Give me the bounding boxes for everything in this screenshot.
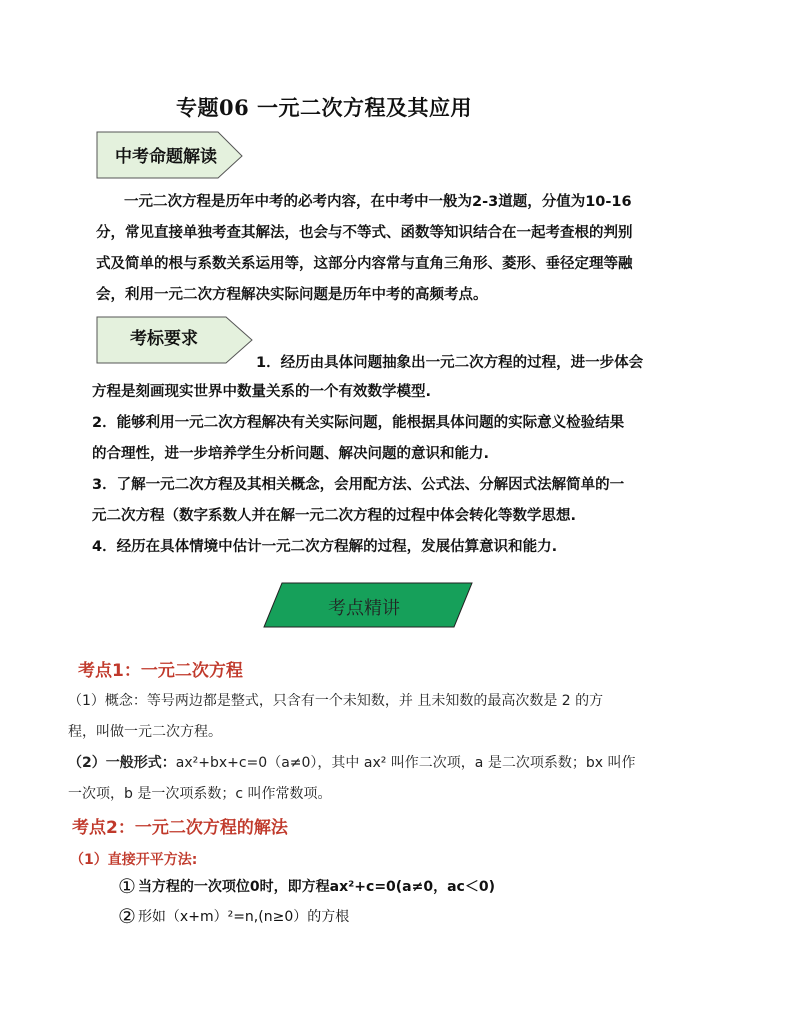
- point2-item-text: 形如（x+m）²=n,(n≥0）的方根: [137, 909, 350, 925]
- point2-item: [118, 874, 495, 898]
- point1-form-line: [68, 748, 688, 779]
- interpret-paragraph: [96, 187, 696, 311]
- point1-form-text: ax²+bx+c=0（a≠0），其中 ax² 叫作二次项，a 是二次项系数；bx 叫作: [175, 755, 636, 771]
- interpret-line: 分，常见直接单独考查其解法，也会与不等式、函数等知识结合在一起考查根的判别: [96, 225, 633, 241]
- requirement-line: 4．经历在具体情境中估计一元二次方程解的过程，发展估算意识和能力.: [92, 539, 558, 555]
- requirement-line: 元二次方程（数字系数人并在解一元二次方程的过程中体会转化等数学思想.: [92, 508, 577, 524]
- interpret-line: 会，利用一元二次方程解决实际问题是历年中考的高频考点。: [96, 287, 488, 303]
- point1-heading: 考点1：一元二次方程: [78, 661, 243, 681]
- point2-item-text: 当方程的一次项位0时，即方程ax²+c=0(a≠0，ac＜0): [137, 879, 495, 895]
- point1-form-line2: 一次项，b 是一次项系数；c 叫作常数项。: [68, 786, 332, 802]
- document-title: 专题06 一元二次方程及其应用: [176, 95, 473, 120]
- point1-form-prefix: （2）一般形式：: [68, 755, 176, 771]
- circled-two-marker: ②: [118, 904, 136, 928]
- requirement-line: 2．能够利用一元二次方程解决有关实际问题，能根据具体问题的实际意义检验结果: [92, 415, 625, 431]
- point1-concept-line: （1）概念：等号两边都是整式，只含有一个未知数，并 且未知数的最高次数是 2 的方: [68, 693, 604, 709]
- point2-item: [118, 904, 349, 928]
- circled-one-marker: ①: [118, 874, 136, 898]
- point2-subheading: （1）直接开平方法:: [70, 852, 198, 868]
- point2-heading: 考点2：一元二次方程的解法: [72, 818, 288, 838]
- interpret-line: 一元二次方程是历年中考的必考内容，在中考中一般为2-3道题，分值为10-16: [124, 194, 632, 210]
- requirement-line: 的合理性，进一步培养学生分析问题、解决问题的意识和能力.: [92, 446, 490, 462]
- point1-body: [68, 686, 688, 810]
- section-label-interpret: 中考命题解读: [115, 147, 217, 167]
- requirement-line: 方程是刻画现实世界中数量关系的一个有效数学模型.: [92, 384, 432, 400]
- interpret-line: 式及简单的根与系数关系运用等，这部分内容常与直角三角形、菱形、垂径定理等融: [96, 256, 633, 272]
- section-label-points: 考点精讲: [328, 598, 400, 619]
- requirements-list: [92, 377, 702, 563]
- requirement-line: 3．了解一元二次方程及其相关概念，会用配方法、公式法、分解因式法解简单的一: [92, 477, 625, 493]
- section-label-requirements: 考标要求: [130, 329, 198, 349]
- point1-concept-line: 程，叫做一元二次方程。: [68, 724, 222, 740]
- requirement-line: 1．经历由具体问题抽象出一元二次方程的过程，进一步体会: [256, 355, 644, 371]
